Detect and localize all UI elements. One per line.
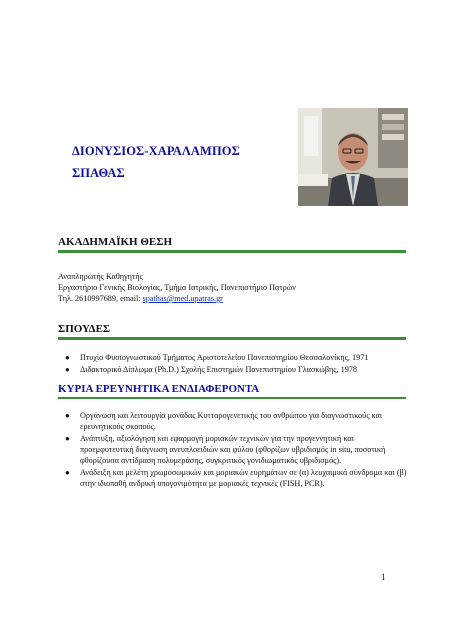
name-line-1: ΔΙΟΝΥΣΙΟΣ-ΧΑΡΑΛΑΜΠΟΣ (72, 144, 240, 158)
position-lab: Εργαστήριο Γενικής Βιολογίας, Τμήμα Ιατρικής, Πανεπιστήμιο Πατρών (58, 283, 296, 292)
section-divider (58, 250, 406, 253)
section-divider (58, 337, 406, 340)
research-list (58, 410, 408, 490)
position-contact (58, 293, 223, 304)
list-item: ● Οργάνωση και λειτουργία μονάδας Κυτταρογενετικής του ανθρώπου για διαγνωστικούς και ερευνητικούς σκοπούς. (65, 411, 383, 431)
person-name (72, 140, 240, 184)
list-item: ● Διδακτορικό Δίπλωμα (Ph.D.) Σχολής Επιστημών Πανεπιστημίου Γλασκώβης, 1978 (65, 365, 357, 374)
section-heading-academic-position: ΑΚΑΔΗΜΑΪΚΗ ΘΕΣΗ (58, 236, 173, 248)
bullet-icon: ● (65, 365, 70, 374)
email-link[interactable]: spathas@med.upatras.gr (142, 294, 223, 303)
section-heading-research: ΚΥΡΙΑ ΕΡΕΥΝΗΤΙΚΑ ΕΝΔΙΑΦΕΡΟΝΤΑ (58, 383, 260, 395)
studies-list (58, 352, 408, 376)
position-title: Αναπληρωτής Καθηγητής (58, 272, 143, 281)
section-heading-studies: ΣΠΟΥΔΕΣ (58, 323, 111, 335)
list-item: ● Ανάπτυξη, αξιολόγηση και εφαρμογή μοριακών τεχνικών για την προγεννητική και προεμφυτευτική διάγνωση ανευπλοειδιών και φύλου (φθορίζων υβριδισμός in situ, ποσοτική φθορίζουσα αντίδραση πολυμεράσης, συγκριτικός γονιδιωματικός υβριδισμός). (65, 434, 386, 465)
portrait-photo (298, 108, 408, 206)
section-divider (58, 397, 406, 399)
bullet-icon: ● (65, 411, 70, 420)
page-number: 1 (381, 572, 386, 582)
contact-phone: Τηλ. 2610997689, email: (58, 294, 143, 303)
bullet-icon: ● (65, 434, 70, 443)
name-line-2: ΣΠΑΘΑΣ (72, 166, 125, 180)
bullet-icon: ● (65, 353, 70, 362)
bullet-icon: ● (65, 468, 70, 477)
list-item: ● Πτυχίο Φυσιογνωστικού Τμήματος Αριστοτελείου Πανεπιστημίου Θεσσαλονίκης, 1971 (65, 353, 369, 362)
list-item: ● Ανάδειξη και μελέτη χρωμοσωμικών και μοριακών ευρημάτων σε (α) λευχαιμικά σύνδρομα και (β) στην ιδιοπαθή ανδρική υπογονιμότητα με μοριακές τεχνικές (FISH, PCR). (65, 468, 407, 488)
